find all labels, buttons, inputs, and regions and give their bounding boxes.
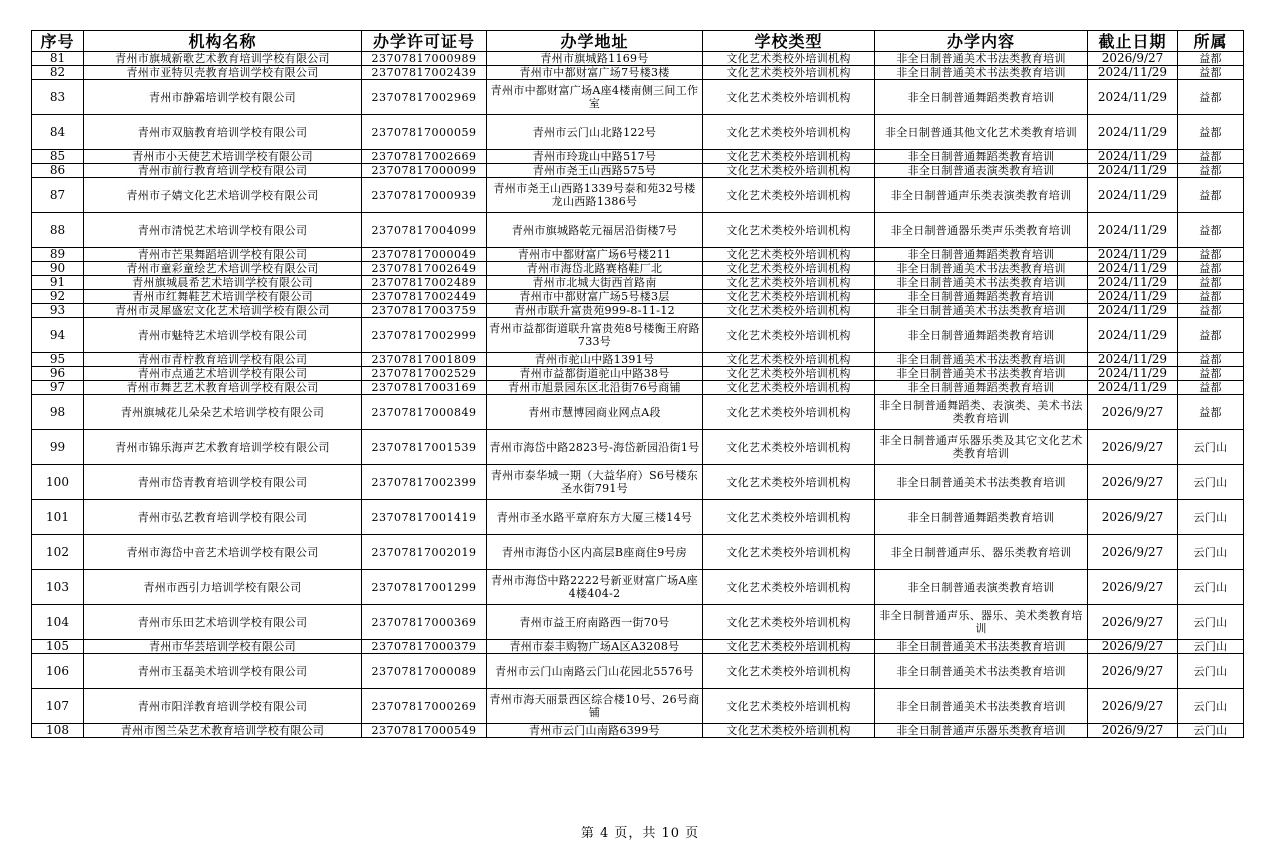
cell-content: 非全日制普通美术书法类教育培训 [875, 304, 1088, 318]
cell-institution-name: 青州市舞艺艺术教育培训学校有限公司 [84, 381, 362, 395]
cell-institution-name: 青州市子婧文化艺术培训学校有限公司 [84, 178, 362, 213]
header-district: 所属 [1178, 31, 1244, 52]
cell-content: 非全日制普通美术书法类教育培训 [875, 465, 1088, 500]
cell-license-number: 23707817000269 [362, 689, 487, 724]
cell-serial: 97 [32, 381, 84, 395]
cell-content: 非全日制普通表演类教育培训 [875, 164, 1088, 178]
cell-license-number: 23707817000849 [362, 395, 487, 430]
cell-serial: 82 [32, 66, 84, 80]
cell-content: 非全日制普通舞蹈类教育培训 [875, 500, 1088, 535]
cell-school-type: 文化艺术类校外培训机构 [703, 353, 875, 367]
cell-address: 青州市益都街道驼山中路38号 [487, 367, 703, 381]
table-row [32, 80, 1244, 115]
cell-expiry-date: 2026/9/27 [1088, 52, 1178, 66]
cell-address: 青州市旗城路乾元福居沿街楼7号 [487, 213, 703, 248]
cell-content: 非全日制普通声乐器乐类及其它文化艺术类教育培训 [875, 430, 1088, 465]
cell-school-type: 文化艺术类校外培训机构 [703, 381, 875, 395]
cell-institution-name: 青州旗城花儿朵朵艺术培训学校有限公司 [84, 395, 362, 430]
cell-school-type: 文化艺术类校外培训机构 [703, 654, 875, 689]
cell-content: 非全日制普通舞蹈类教育培训 [875, 381, 1088, 395]
cell-school-type: 文化艺术类校外培训机构 [703, 689, 875, 724]
cell-district: 云门山 [1178, 465, 1244, 500]
cell-expiry-date: 2024/11/29 [1088, 66, 1178, 80]
cell-district: 益都 [1178, 213, 1244, 248]
cell-district: 益都 [1178, 115, 1244, 150]
cell-institution-name: 青州旗城晨希艺术培训学校有限公司 [84, 276, 362, 290]
cell-content: 非全日制普通美术书法类教育培训 [875, 276, 1088, 290]
table-row [32, 262, 1244, 276]
cell-license-number: 23707817000089 [362, 654, 487, 689]
cell-institution-name: 青州市红舞鞋艺术培训学校有限公司 [84, 290, 362, 304]
cell-expiry-date: 2026/9/27 [1088, 605, 1178, 640]
table-row [32, 570, 1244, 605]
cell-serial: 95 [32, 353, 84, 367]
cell-school-type: 文化艺术类校外培训机构 [703, 395, 875, 430]
cell-address: 青州市旭景园东区北沿街76号商铺 [487, 381, 703, 395]
cell-address: 青州市中都财富广场7号楼3楼 [487, 66, 703, 80]
cell-expiry-date: 2024/11/29 [1088, 318, 1178, 353]
cell-license-number: 23707817000369 [362, 605, 487, 640]
cell-address: 青州市海岱中路2823号-海岱新园沿街1号 [487, 430, 703, 465]
cell-district: 益都 [1178, 178, 1244, 213]
cell-license-number: 23707817001809 [362, 353, 487, 367]
cell-expiry-date: 2026/9/27 [1088, 535, 1178, 570]
cell-district: 益都 [1178, 276, 1244, 290]
table-body [32, 52, 1244, 738]
cell-content: 非全日制普通美术书法类教育培训 [875, 353, 1088, 367]
cell-serial: 106 [32, 654, 84, 689]
cell-expiry-date: 2024/11/29 [1088, 353, 1178, 367]
cell-license-number: 23707817002529 [362, 367, 487, 381]
cell-serial: 105 [32, 640, 84, 654]
table-row [32, 353, 1244, 367]
cell-serial: 98 [32, 395, 84, 430]
cell-district: 益都 [1178, 290, 1244, 304]
cell-district: 益都 [1178, 80, 1244, 115]
cell-content: 非全日制普通声乐器乐类教育培训 [875, 724, 1088, 738]
cell-school-type: 文化艺术类校外培训机构 [703, 248, 875, 262]
cell-serial: 99 [32, 430, 84, 465]
cell-content: 非全日制普通舞蹈类、表演类、美术书法类教育培训 [875, 395, 1088, 430]
cell-content: 非全日制普通声乐类表演类教育培训 [875, 178, 1088, 213]
cell-address: 青州市益都街道联升富贵苑8号楼衡王府路733号 [487, 318, 703, 353]
cell-district: 云门山 [1178, 570, 1244, 605]
institution-table [31, 30, 1244, 738]
cell-institution-name: 青州市西引力培训学校有限公司 [84, 570, 362, 605]
cell-serial: 93 [32, 304, 84, 318]
cell-content: 非全日制普通表演类教育培训 [875, 570, 1088, 605]
cell-expiry-date: 2024/11/29 [1088, 248, 1178, 262]
cell-license-number: 23707817000049 [362, 248, 487, 262]
cell-content: 非全日制普通舞蹈类教育培训 [875, 290, 1088, 304]
cell-expiry-date: 2024/11/29 [1088, 178, 1178, 213]
cell-address: 青州市北城大街西首路南 [487, 276, 703, 290]
cell-institution-name: 青州市青柠教育培训学校有限公司 [84, 353, 362, 367]
cell-license-number: 23707817000989 [362, 52, 487, 66]
table-row [32, 52, 1244, 66]
cell-expiry-date: 2026/9/27 [1088, 640, 1178, 654]
cell-district: 益都 [1178, 150, 1244, 164]
cell-expiry-date: 2024/11/29 [1088, 290, 1178, 304]
cell-serial: 101 [32, 500, 84, 535]
cell-school-type: 文化艺术类校外培训机构 [703, 80, 875, 115]
cell-serial: 81 [32, 52, 84, 66]
cell-school-type: 文化艺术类校外培训机构 [703, 535, 875, 570]
cell-expiry-date: 2024/11/29 [1088, 150, 1178, 164]
cell-expiry-date: 2026/9/27 [1088, 689, 1178, 724]
cell-content: 非全日制普通舞蹈类教育培训 [875, 248, 1088, 262]
cell-expiry-date: 2024/11/29 [1088, 367, 1178, 381]
cell-expiry-date: 2026/9/27 [1088, 724, 1178, 738]
cell-content: 非全日制普通舞蹈类教育培训 [875, 318, 1088, 353]
cell-district: 云门山 [1178, 654, 1244, 689]
cell-expiry-date: 2026/9/27 [1088, 570, 1178, 605]
cell-content: 非全日制普通美术书法类教育培训 [875, 262, 1088, 276]
table-row [32, 66, 1244, 80]
table-row [32, 500, 1244, 535]
cell-district: 益都 [1178, 66, 1244, 80]
cell-institution-name: 青州市童彩童绘艺术培训学校有限公司 [84, 262, 362, 276]
cell-institution-name: 青州市芒果舞蹈培训学校有限公司 [84, 248, 362, 262]
cell-serial: 102 [32, 535, 84, 570]
table-row [32, 276, 1244, 290]
cell-institution-name: 青州市静霜培训学校有限公司 [84, 80, 362, 115]
cell-district: 云门山 [1178, 500, 1244, 535]
cell-district: 益都 [1178, 318, 1244, 353]
cell-institution-name: 青州市魅特艺术培训学校有限公司 [84, 318, 362, 353]
cell-school-type: 文化艺术类校外培训机构 [703, 304, 875, 318]
cell-address: 青州市中都财富广场6号楼211 [487, 248, 703, 262]
cell-license-number: 23707817000099 [362, 164, 487, 178]
cell-institution-name: 青州市海岱中音艺术培训学校有限公司 [84, 535, 362, 570]
table-row [32, 318, 1244, 353]
cell-address: 青州市云门山南路云门山花园北5576号 [487, 654, 703, 689]
cell-school-type: 文化艺术类校外培训机构 [703, 262, 875, 276]
cell-content: 非全日制普通美术书法类教育培训 [875, 640, 1088, 654]
cell-license-number: 23707817000549 [362, 724, 487, 738]
table-row [32, 724, 1244, 738]
cell-content: 非全日制普通其他文化艺术类教育培训 [875, 115, 1088, 150]
cell-address: 青州市尧王山西路575号 [487, 164, 703, 178]
cell-license-number: 23707817001539 [362, 430, 487, 465]
cell-serial: 91 [32, 276, 84, 290]
table-header-row [32, 31, 1244, 52]
cell-content: 非全日制普通声乐、器乐、美术类教育培训 [875, 605, 1088, 640]
cell-content: 非全日制普通舞蹈类教育培训 [875, 150, 1088, 164]
cell-content: 非全日制普通美术书法类教育培训 [875, 367, 1088, 381]
cell-serial: 107 [32, 689, 84, 724]
cell-address: 青州市圣水路平章府东方大厦三楼14号 [487, 500, 703, 535]
cell-district: 益都 [1178, 367, 1244, 381]
cell-content: 非全日制普通美术书法类教育培训 [875, 52, 1088, 66]
cell-institution-name: 青州市阳洋教育培训学校有限公司 [84, 689, 362, 724]
cell-serial: 90 [32, 262, 84, 276]
cell-institution-name: 青州市岱青教育培训学校有限公司 [84, 465, 362, 500]
cell-license-number: 23707817002649 [362, 262, 487, 276]
cell-district: 益都 [1178, 304, 1244, 318]
cell-license-number: 23707817002449 [362, 290, 487, 304]
cell-expiry-date: 2024/11/29 [1088, 276, 1178, 290]
cell-district: 益都 [1178, 248, 1244, 262]
cell-institution-name: 青州市弘艺教育培训学校有限公司 [84, 500, 362, 535]
cell-license-number: 23707817000939 [362, 178, 487, 213]
table-row [32, 178, 1244, 213]
cell-school-type: 文化艺术类校外培训机构 [703, 465, 875, 500]
cell-institution-name: 青州市乐田艺术培训学校有限公司 [84, 605, 362, 640]
cell-serial: 87 [32, 178, 84, 213]
cell-address: 青州市益王府南路西一街70号 [487, 605, 703, 640]
table-row [32, 640, 1244, 654]
page-number: 第 4 页，共 10 页 [580, 826, 700, 841]
cell-address: 青州市海天丽景西区综合楼10号、26号商铺 [487, 689, 703, 724]
cell-institution-name: 青州市玉磊美术培训学校有限公司 [84, 654, 362, 689]
table-row [32, 395, 1244, 430]
cell-serial: 103 [32, 570, 84, 605]
cell-institution-name: 青州市图兰朵艺术教育培训学校有限公司 [84, 724, 362, 738]
cell-district: 云门山 [1178, 640, 1244, 654]
cell-expiry-date: 2024/11/29 [1088, 80, 1178, 115]
cell-school-type: 文化艺术类校外培训机构 [703, 115, 875, 150]
cell-school-type: 文化艺术类校外培训机构 [703, 276, 875, 290]
table-row [32, 367, 1244, 381]
cell-school-type: 文化艺术类校外培训机构 [703, 164, 875, 178]
cell-content: 非全日制普通美术书法类教育培训 [875, 654, 1088, 689]
cell-content: 非全日制普通舞蹈类教育培训 [875, 80, 1088, 115]
table-row [32, 381, 1244, 395]
cell-expiry-date: 2026/9/27 [1088, 395, 1178, 430]
table-row [32, 248, 1244, 262]
cell-district: 益都 [1178, 164, 1244, 178]
cell-expiry-date: 2024/11/29 [1088, 213, 1178, 248]
header-serial: 序号 [32, 31, 84, 52]
cell-district: 益都 [1178, 353, 1244, 367]
cell-content: 非全日制普通声乐、器乐类教育培训 [875, 535, 1088, 570]
cell-institution-name: 青州市点通艺术培训学校有限公司 [84, 367, 362, 381]
cell-license-number: 23707817003759 [362, 304, 487, 318]
cell-serial: 92 [32, 290, 84, 304]
header-expiry-date: 截止日期 [1088, 31, 1178, 52]
cell-address: 青州市玲珑山中路517号 [487, 150, 703, 164]
header-school-type: 学校类型 [703, 31, 875, 52]
cell-license-number: 23707817002999 [362, 318, 487, 353]
cell-school-type: 文化艺术类校外培训机构 [703, 640, 875, 654]
cell-school-type: 文化艺术类校外培训机构 [703, 150, 875, 164]
cell-school-type: 文化艺术类校外培训机构 [703, 367, 875, 381]
cell-serial: 86 [32, 164, 84, 178]
cell-serial: 85 [32, 150, 84, 164]
cell-serial: 94 [32, 318, 84, 353]
cell-license-number: 23707817004099 [362, 213, 487, 248]
table-row [32, 535, 1244, 570]
cell-address: 青州市旗城路1169号 [487, 52, 703, 66]
cell-school-type: 文化艺术类校外培训机构 [703, 605, 875, 640]
cell-institution-name: 青州市清悦艺术培训学校有限公司 [84, 213, 362, 248]
cell-serial: 104 [32, 605, 84, 640]
cell-district: 益都 [1178, 395, 1244, 430]
table-row [32, 654, 1244, 689]
cell-address: 青州市泰华城一期（大益华府）S6号楼东圣水街791号 [487, 465, 703, 500]
cell-serial: 88 [32, 213, 84, 248]
header-license-number: 办学许可证号 [362, 31, 487, 52]
cell-license-number: 23707817002969 [362, 80, 487, 115]
table-row [32, 689, 1244, 724]
cell-license-number: 23707817001299 [362, 570, 487, 605]
cell-license-number: 23707817002019 [362, 535, 487, 570]
cell-district: 云门山 [1178, 430, 1244, 465]
cell-expiry-date: 2026/9/27 [1088, 654, 1178, 689]
cell-address: 青州市尧王山西路1339号泰和苑32号楼龙山西路1386号 [487, 178, 703, 213]
cell-school-type: 文化艺术类校外培训机构 [703, 430, 875, 465]
cell-district: 益都 [1178, 262, 1244, 276]
cell-school-type: 文化艺术类校外培训机构 [703, 66, 875, 80]
cell-address: 青州市海岱北路赛格鞋厂北 [487, 262, 703, 276]
cell-license-number: 23707817002399 [362, 465, 487, 500]
cell-address: 青州市云门山南路6399号 [487, 724, 703, 738]
table-row [32, 465, 1244, 500]
cell-license-number: 23707817002669 [362, 150, 487, 164]
cell-expiry-date: 2024/11/29 [1088, 304, 1178, 318]
cell-expiry-date: 2024/11/29 [1088, 115, 1178, 150]
table-row [32, 164, 1244, 178]
cell-expiry-date: 2024/11/29 [1088, 381, 1178, 395]
cell-district: 云门山 [1178, 724, 1244, 738]
cell-expiry-date: 2026/9/27 [1088, 500, 1178, 535]
table-row [32, 430, 1244, 465]
cell-license-number: 23707817002439 [362, 66, 487, 80]
cell-address: 青州市海岱中路2222号新亚财富广场A座4楼404-2 [487, 570, 703, 605]
cell-address: 青州市慧博园商业网点A段 [487, 395, 703, 430]
table-row [32, 605, 1244, 640]
cell-serial: 100 [32, 465, 84, 500]
cell-serial: 96 [32, 367, 84, 381]
cell-expiry-date: 2026/9/27 [1088, 430, 1178, 465]
cell-school-type: 文化艺术类校外培训机构 [703, 724, 875, 738]
cell-district: 云门山 [1178, 689, 1244, 724]
cell-expiry-date: 2026/9/27 [1088, 465, 1178, 500]
cell-license-number: 23707817001419 [362, 500, 487, 535]
cell-expiry-date: 2024/11/29 [1088, 262, 1178, 276]
cell-expiry-date: 2024/11/29 [1088, 164, 1178, 178]
cell-address: 青州市联升富贵苑999-8-11-12 [487, 304, 703, 318]
cell-serial: 83 [32, 80, 84, 115]
cell-license-number: 23707817002489 [362, 276, 487, 290]
cell-content: 非全日制普通器乐类声乐类教育培训 [875, 213, 1088, 248]
cell-school-type: 文化艺术类校外培训机构 [703, 570, 875, 605]
cell-license-number: 23707817000379 [362, 640, 487, 654]
cell-institution-name: 青州市旗城新歌艺术教育培训学校有限公司 [84, 52, 362, 66]
header-institution-name: 机构名称 [84, 31, 362, 52]
cell-address: 青州市海岱小区内高层B座商住9号房 [487, 535, 703, 570]
cell-school-type: 文化艺术类校外培训机构 [703, 213, 875, 248]
cell-district: 云门山 [1178, 535, 1244, 570]
cell-institution-name: 青州市双脑教育培训学校有限公司 [84, 115, 362, 150]
cell-address: 青州市泰丰购物广场A区A3208号 [487, 640, 703, 654]
cell-school-type: 文化艺术类校外培训机构 [703, 500, 875, 535]
header-address: 办学地址 [487, 31, 703, 52]
table-row [32, 115, 1244, 150]
table-row [32, 213, 1244, 248]
cell-address: 青州市云门山北路122号 [487, 115, 703, 150]
cell-institution-name: 青州市锦乐海声艺术教育培训学校有限公司 [84, 430, 362, 465]
header-content: 办学内容 [875, 31, 1088, 52]
cell-institution-name: 青州市华芸培训学校有限公司 [84, 640, 362, 654]
cell-content: 非全日制普通美术书法类教育培训 [875, 689, 1088, 724]
table-row [32, 150, 1244, 164]
cell-school-type: 文化艺术类校外培训机构 [703, 318, 875, 353]
cell-address: 青州市中都财富广场A座4楼南侧三间工作室 [487, 80, 703, 115]
table-row [32, 290, 1244, 304]
cell-serial: 89 [32, 248, 84, 262]
cell-institution-name: 青州市小天使艺术培训学校有限公司 [84, 150, 362, 164]
cell-address: 青州市中都财富广场5号楼3层 [487, 290, 703, 304]
cell-serial: 108 [32, 724, 84, 738]
cell-institution-name: 青州市前行教育培训学校有限公司 [84, 164, 362, 178]
cell-institution-name: 青州市亚特贝壳教育培训学校有限公司 [84, 66, 362, 80]
cell-district: 益都 [1178, 52, 1244, 66]
cell-license-number: 23707817000059 [362, 115, 487, 150]
cell-address: 青州市驼山中路1391号 [487, 353, 703, 367]
cell-content: 非全日制普通美术书法类教育培训 [875, 66, 1088, 80]
cell-license-number: 23707817003169 [362, 381, 487, 395]
cell-school-type: 文化艺术类校外培训机构 [703, 178, 875, 213]
cell-institution-name: 青州市灵犀盛宏文化艺术培训学校有限公司 [84, 304, 362, 318]
cell-district: 益都 [1178, 381, 1244, 395]
cell-school-type: 文化艺术类校外培训机构 [703, 290, 875, 304]
table-row [32, 304, 1244, 318]
cell-serial: 84 [32, 115, 84, 150]
cell-school-type: 文化艺术类校外培训机构 [703, 52, 875, 66]
cell-district: 云门山 [1178, 605, 1244, 640]
